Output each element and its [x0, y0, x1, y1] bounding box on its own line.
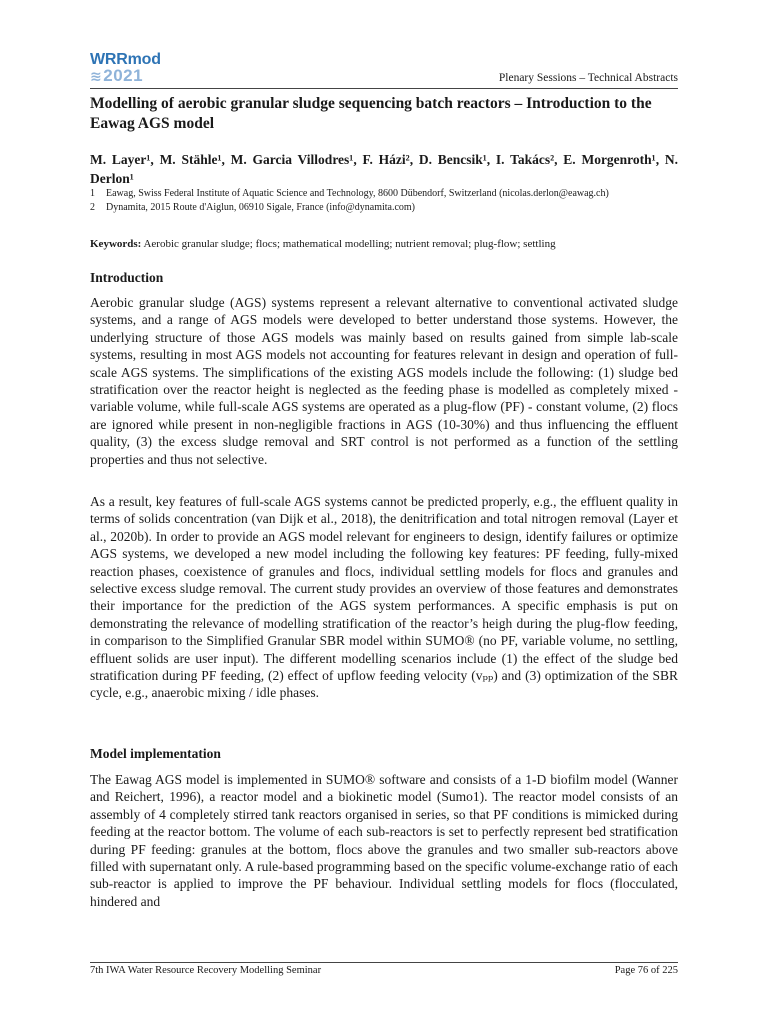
- affiliation-number: 2: [90, 202, 95, 213]
- paper-title: Modelling of aerobic granular sludge sequencing batch reactors – Introduction to the Eawag AGS model: [90, 95, 652, 132]
- model-implementation-heading: Model implementation: [90, 746, 221, 761]
- logo-year-text: 2021: [103, 66, 144, 85]
- affiliation-text: Dynamita, 2015 Route d'Aiglun, 06910 Sigale, France (info@dynamita.com): [106, 202, 416, 213]
- waves-icon: ≋: [90, 68, 103, 84]
- affiliation-2: [90, 201, 688, 215]
- conference-logo-year: [90, 66, 143, 86]
- keywords-text: Aerobic granular sludge; flocs; mathematical modelling; nutrient removal; plug-flow; settling: [143, 238, 556, 250]
- footer-event: 7th IWA Water Resource Recovery Modelling Seminar: [90, 965, 322, 976]
- introduction-heading: Introduction: [90, 270, 164, 285]
- affiliation-1: [90, 187, 688, 201]
- author-list: M. Layer¹, M. Stähle¹, M. Garcia Villodres¹, F. Házi², D. Bencsik¹, I. Takács², E. Morgenroth¹, N. Derlon¹: [90, 152, 678, 186]
- model-implementation-paragraph: The Eawag AGS model is implemented in SUMO® software and consists of a 1-D biofilm model (Wanner and Reichert, 1996), a reactor model and a biokinetic model (Sumo1). The reactor model consists of an assembly of 4 completely stirred tank reactors organised in series, so that PF conditions is mimicked during feeding at the reactor bottom. The volume of each sub-reactors is set to perfectly represent bed stratification during PF feeding: granules at the bottom, flocs above the granules and two smaller sub-reactors above filled with supernatant only. A rule-based programming based on the specific volume-exchange ratio of each sub-reactor is applied to improve the PF behaviour. Individual settling models for flocs (flocculated, hindered and: [90, 772, 678, 909]
- introduction-paragraph-2: As a result, key features of full-scale AGS systems cannot be predicted properly, e.g., the effluent quality in terms of solids concentration (van Dijk et al., 2018), the denitrification and total nitrogen removal (Layer et al., 2020b). In order to provide an AGS model relevant for engineers to design, identify failures or optimize AGS systems, we developed a new model including the following key features: PF feeding, fully-mixed reaction phases, coexistence of granules and flocs, individual settling models for flocs and granules and selective excess sludge removal. The current study provides an overview of those features and demonstrates their importance for the prediction of the AGS system performances. A specific emphasis is put on demonstrating the relevance of modelling stratification of the reactor’s heigh during the plug-flow feeding, in comparison to the Simplified Granular SBR model within SUMO® (no PF, variable volume, no settling, effluent solids are user input). The different modelling scenarios include (1) the effect of the sludge bed stratification during PF feeding, (2) effect of upflow feeding velocity (vₚₚ) and (3) optimization of the SBR cycle, e.g., anaerobic mixing / idle phases.: [90, 494, 678, 701]
- affiliation-number: 1: [90, 188, 95, 199]
- footer-divider: [90, 962, 678, 963]
- keywords-label: Keywords:: [90, 238, 142, 250]
- section-label: Plenary Sessions – Technical Abstracts: [498, 72, 678, 84]
- page-number: Page 76 of 225: [614, 965, 678, 976]
- header-divider: [90, 88, 678, 89]
- affiliation-text: Eawag, Swiss Federal Institute of Aquatic Science and Technology, 8600 Dübendorf, Switzerland (nicolas.derlon@eawag.ch): [106, 188, 609, 199]
- introduction-paragraph-1: Aerobic granular sludge (AGS) systems represent a relevant alternative to conventional activated sludge systems, and a range of AGS models were developed to better understand those systems. However, the underlying structure of those AGS models was mainly based on results gained from simple lab-scale systems, resulting in most AGS models not accounting for features relevant in design and operation of full-scale AGS systems. The simplifications of the existing AGS models include the following: (1) sludge bed stratification over the reactor height is neglected as the feeding phase is modelled as completely mixed - variable volume, while full-scale AGS systems are operated as a plug-flow (PF) - constant volume, (2) flocs are ignored while present in non-negligible fractions in AGS (10-30%) and thus influencing the effluent quality, (3) the excess sludge removal and SRT control is not performed as a function of the settling properties and thus not selective.: [90, 295, 678, 467]
- keywords: [90, 238, 678, 250]
- conference-logo-name: WRRmod: [90, 51, 161, 68]
